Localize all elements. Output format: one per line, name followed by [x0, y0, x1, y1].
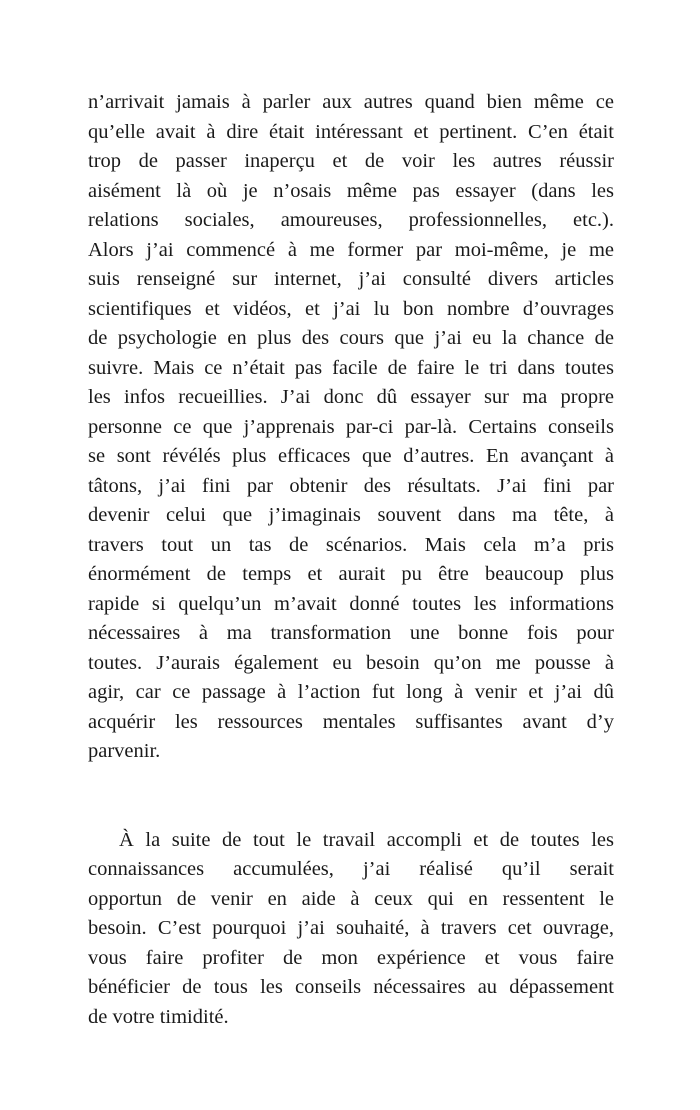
- text-line: de psychologie en plus des cours que j’ai eu la chance de: [88, 327, 614, 349]
- text-line: suis renseigné sur internet, j’ai consulté divers articles: [88, 268, 614, 290]
- text-line: les infos recueillies. J’ai donc dû essayer sur ma propre: [88, 386, 614, 408]
- book-page-text: [88, 88, 614, 1032]
- paragraph-spacer: [88, 767, 614, 826]
- paragraph-2: [88, 826, 614, 1033]
- text-line: devenir celui que j’imaginais souvent dans ma tête, à: [88, 504, 614, 526]
- text-line: suivre. Mais ce n’était pas facile de faire le tri dans toutes: [88, 356, 614, 379]
- text-line: rapide si quelqu’un m’avait donné toutes les informations: [88, 592, 614, 615]
- text-line: n’arrivait jamais à parler aux autres quand bien même ce: [88, 91, 614, 113]
- text-line: vous faire profiter de mon expérience et vous faire: [88, 946, 614, 969]
- text-line: qu’elle avait à dire était intéressant et pertinent. C’en était: [88, 120, 614, 143]
- paragraph-1: [88, 88, 614, 767]
- text-line: relations sociales, amoureuses, professionnelles, etc.).: [88, 209, 614, 231]
- text-line: À la suite de tout le travail accompli et de toutes les: [119, 828, 614, 851]
- text-line: aisément là où je n’osais même pas essayer (dans les: [88, 179, 614, 202]
- text-line: trop de passer inaperçu et de voir les autres réussir: [88, 150, 614, 172]
- text-line: tâtons, j’ai fini par obtenir des résultats. J’ai fini par: [88, 474, 614, 497]
- text-line: personne ce que j’apprenais par-ci par-là. Certains conseils: [88, 415, 614, 438]
- text-line: opportun de venir en aide à ceux qui en ressentent le: [88, 887, 614, 910]
- text-line: énormément de temps et aurait pu être beaucoup plus: [88, 563, 614, 585]
- text-line: Alors j’ai commencé à me former par moi-même, je me: [88, 238, 614, 261]
- text-line: travers tout un tas de scénarios. Mais cela m’a pris: [88, 533, 614, 556]
- text-line: besoin. C’est pourquoi j’ai souhaité, à travers cet ouvrage,: [88, 917, 614, 939]
- text-line: bénéficier de tous les conseils nécessaires au dépassement: [88, 976, 614, 998]
- text-line: de votre timidité.: [88, 1005, 229, 1028]
- text-line: connaissances accumulées, j’ai réalisé qu’il serait: [88, 858, 614, 880]
- text-line: nécessaires à ma transformation une bonne fois pour: [88, 622, 614, 644]
- text-line: se sont révélés plus efficaces que d’autres. En avançant à: [88, 445, 614, 467]
- text-line: scientifiques et vidéos, et j’ai lu bon nombre d’ouvrages: [88, 297, 614, 320]
- text-line: parvenir.: [88, 740, 161, 762]
- text-line: acquérir les ressources mentales suffisantes avant d’y: [88, 710, 614, 733]
- text-line: toutes. J’aurais également eu besoin qu’on me pousse à: [88, 651, 614, 674]
- text-line: agir, car ce passage à l’action fut long à venir et j’ai dû: [88, 681, 614, 703]
